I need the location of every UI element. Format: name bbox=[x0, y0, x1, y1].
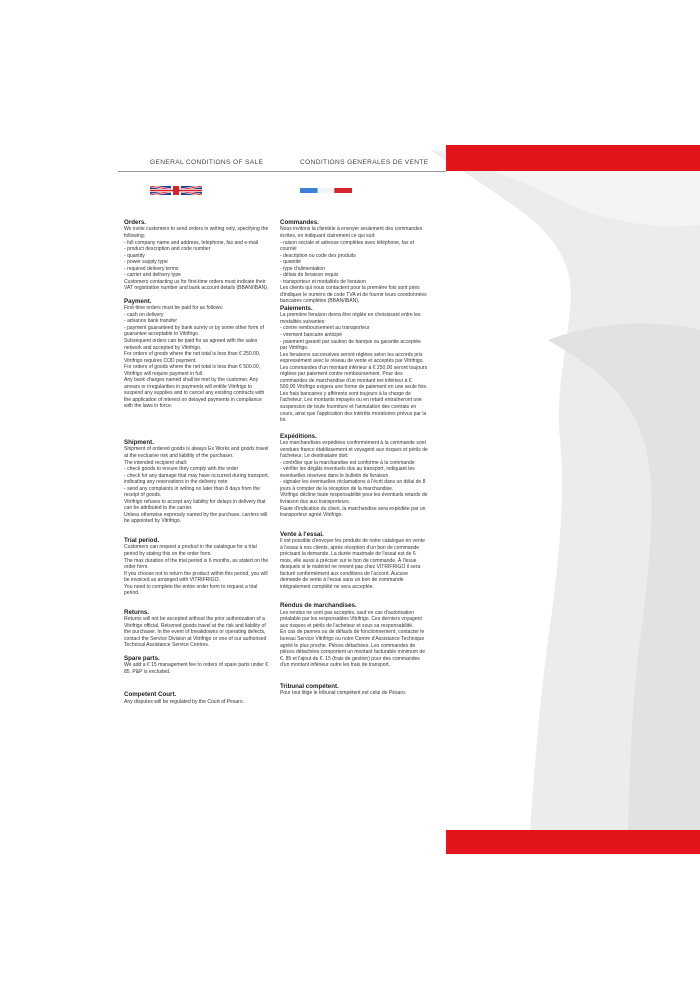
spare-parts-section bbox=[124, 655, 270, 676]
trial-period-text: Customers can request a product in the catalogue for a trial period by stating this on the order form. The max duration of the trial period is 6 months, as stated on the order form. If you choose not to return the product within this period, you will be invoiced as arranged with VITRIFRIGO. You need to complete the entire order form to request a trial period. bbox=[124, 544, 269, 597]
orders-heading: Orders. bbox=[124, 219, 147, 226]
paiements-heading: Paiements. bbox=[280, 304, 313, 312]
vente-essai-text: Il est possible d'envoyer les produits de notre catalogue en vente à l'essai à nos clients, après réception d'un bon de commande précisant la demande. La durée maximale de l'essai est de 6 mois, elle aussi à préciser sur le bon de commande. À l'issue desquels si le matériel ne revient pas chez VITRIFRIGO il sera facturé conformément aux conditions de l'accord. Aucune demande de vente à l'essai sans un bon de commande intégralement complété ne sera acceptée. bbox=[280, 538, 425, 590]
spare-parts-text: We add a € 15 management fee to orders of spare parts under € 85. P&P is excluded. bbox=[124, 662, 269, 675]
competent-court-text: Any disputes will be regulated by the Court of Pesaro. bbox=[124, 698, 245, 705]
tribunal-section bbox=[280, 683, 428, 697]
uk-flag-icon bbox=[150, 186, 202, 195]
returns-section bbox=[124, 609, 270, 649]
paiements-text: La première livraison devra être réglée en choisissant entre les modalités suivantes: - contre remboursement au transporteur - virement bancaire anticipé - paiement garanti par caution de banque ou garantie acceptée par Vitrifrigo. Les livraisons successives seront réglées selon les accords pris expressément avec le réseau de vente et acceptés par Vitrifrigo. Les commandes d'un montant inférieur à € 250,00 seront toujours réglées par paiement contre remboursement. Pour des commandes de marchandise d'un montant net inférieur à € 500,00 Vitrifrigo exigera une forme de paiement en une seule fois. Les frais bancaires y afférents sont toujours à la charge de l'acheteur. Les montants impayés ou en retard entraîneront une suspension de toute fourniture et l'annulation des contrats en cours, ainsi que l'application des intérêts moratoires prévus par la loi. bbox=[280, 312, 428, 424]
red-footer-bar bbox=[446, 830, 700, 854]
payment-section bbox=[124, 298, 270, 410]
commandes-heading: Commandes. bbox=[280, 219, 319, 226]
orders-text: We invite customers to send orders in writing only, specifying the following: - full company name and address, telephone, fax and e-mail - product description and code number - quantity - power supply type - required delivery terms - carrier and delivery type Customers contacting us for first-time orders must indicate their VAT registration number and bank account details (BBAN/IBAN). bbox=[124, 226, 269, 292]
returns-text: Returns will not be accepted without the prior authorization of a Vitrifrigo official. Returned goods travel at the risk and liability of the purchaser. In the event of breakdowns or operating defects, contact the Service Division at Vitrifrigo or one of our authorised Technical Assistance Service Centres. bbox=[124, 616, 267, 649]
competent-court-heading: Competent Court. bbox=[124, 691, 177, 699]
french-section-title: CONDITIONS GENERALES DE VENTE bbox=[300, 159, 429, 166]
english-section-title: GENERAL CONDITIONS OF SALE bbox=[150, 159, 264, 166]
header-divider bbox=[118, 171, 446, 172]
competent-court-section bbox=[124, 691, 270, 705]
rendus-section bbox=[280, 602, 428, 668]
commandes-section bbox=[280, 219, 428, 305]
spare-parts-heading: Spare parts. bbox=[124, 654, 160, 662]
expeditions-section bbox=[280, 433, 428, 519]
orders-section bbox=[124, 219, 270, 292]
returns-heading: Returns. bbox=[124, 608, 150, 616]
french-column bbox=[280, 219, 428, 697]
payment-heading: Payment. bbox=[124, 297, 152, 305]
tribunal-text: Pour tout litige le tribunal compétent est celui de Pésaro. bbox=[280, 690, 407, 697]
rendus-heading: Rendus de marchandises. bbox=[280, 602, 357, 610]
english-column bbox=[124, 219, 270, 705]
expeditions-text: Les marchandises expédiées conformément à la commande sont vendues franco établissement et voyagent aux risques et périls de l'acheteur. Le destinataire doit: - contrôler que la marchandise est conforme à la commande - vérifier les dégâts éventuels dus au transport, indiquant les éventuelles réserves dans le bulletin de livraison - signaler les éventuelles réclamations à l'écrit dans un délai de 8 jours à compter de la réception de la marchandise. Vitrifrigo décline toute responsabilité pour les éventuels retards de livraison dus aux transporteurs. Faute d'indication du client, la marchandise sera expédiée par un transporteur agréé Vitrifrigo. bbox=[280, 440, 428, 519]
rendus-text: Les rendus ne sont pas acceptés, sauf en cas d'autorisation préalable par les responsables Vitrifrigo. Ces derniers voyagent aux risques et périls de l'acheteur et sous sa responsabilité. En cas de pannes ou de défauts de fonctionnement, contacter le bureau Service Vitrifrigo ou notre Centre d'Assistance Technique agréé le plus proche. Pièces détachées. Les commandes de pièces détachées comportent un montant facturable minimum de €. 85 et l'ajout de €. 15 (frais de gestion) pour des commandes d'un montant inférieur outre les frais de transport. bbox=[280, 609, 426, 669]
paiements-section bbox=[280, 305, 428, 424]
trial-period-section bbox=[124, 537, 270, 597]
shipment-heading: Shipment. bbox=[124, 439, 154, 447]
expeditions-heading: Expéditions. bbox=[280, 432, 317, 440]
shipment-text: Shipment of ordered goods is always Ex Works and goods travel at the exclusive risk and liability of the purchaser. The intended recipient shall: - check goods to ensure they comply with the order - check for any damage that may have occurred during transport, indicating any reservations in the delivery note - send any complaints in writing no later than 8 days from the receipt of goods. Vitrifrigo refuses to accept any liability for delays in delivery that can be attributed to the carrier. Unless otherwise expressly named by the purchase, carriers will be appointed by Vitrifrigo. bbox=[124, 446, 270, 525]
vente-essai-heading: Vente à l'essai. bbox=[280, 530, 324, 538]
commandes-text: Nous invitons la clientèle à envoyer seulement des commandes écrites, en indiquant clairement ce qui suit: - raison sociale et adresse complètes avec téléphone, fax et courriel - description ou code des produits - quantité - type d'alimentation - délais de livraison requis - transporteur et modalités de livraison Les clients qui nous contactent pour la première fois sont priés d'indiquer le numéro de code TVA et de fournir leurs coordonnées bancaires complètes (BBAN/IBAN). bbox=[280, 226, 427, 305]
france-flag-icon bbox=[300, 186, 352, 195]
red-header-bar bbox=[446, 145, 700, 171]
shipment-section bbox=[124, 439, 270, 525]
payment-text: First-time orders must be paid for as follows: - cash on delivery - advance bank transfer - payment guaranteed by bank surety or by some other form of guarantee acceptable to Vitrifrigo. Subsequent orders can be paid for as agreed with the sales network and accepted by Vitrifrigo. For orders of goods where the net total is less than € 250.00, Vitrifrigo requires COD payment. For orders of goods where the net total is less than € 500.00, Vitrifrigo will require payment in full. Any bank charges named shall be met by the customer. Any arrears or irregularities in payments will entitle Vitrifrigo to suspend any supplies and to cancel any existing contracts with the application of interest on delayed payments in compliance with the laws in force. bbox=[124, 305, 265, 410]
tribunal-heading: Tribunal compétent. bbox=[280, 682, 339, 690]
vente-essai-section bbox=[280, 531, 428, 591]
trial-period-heading: Trial period. bbox=[124, 537, 160, 544]
